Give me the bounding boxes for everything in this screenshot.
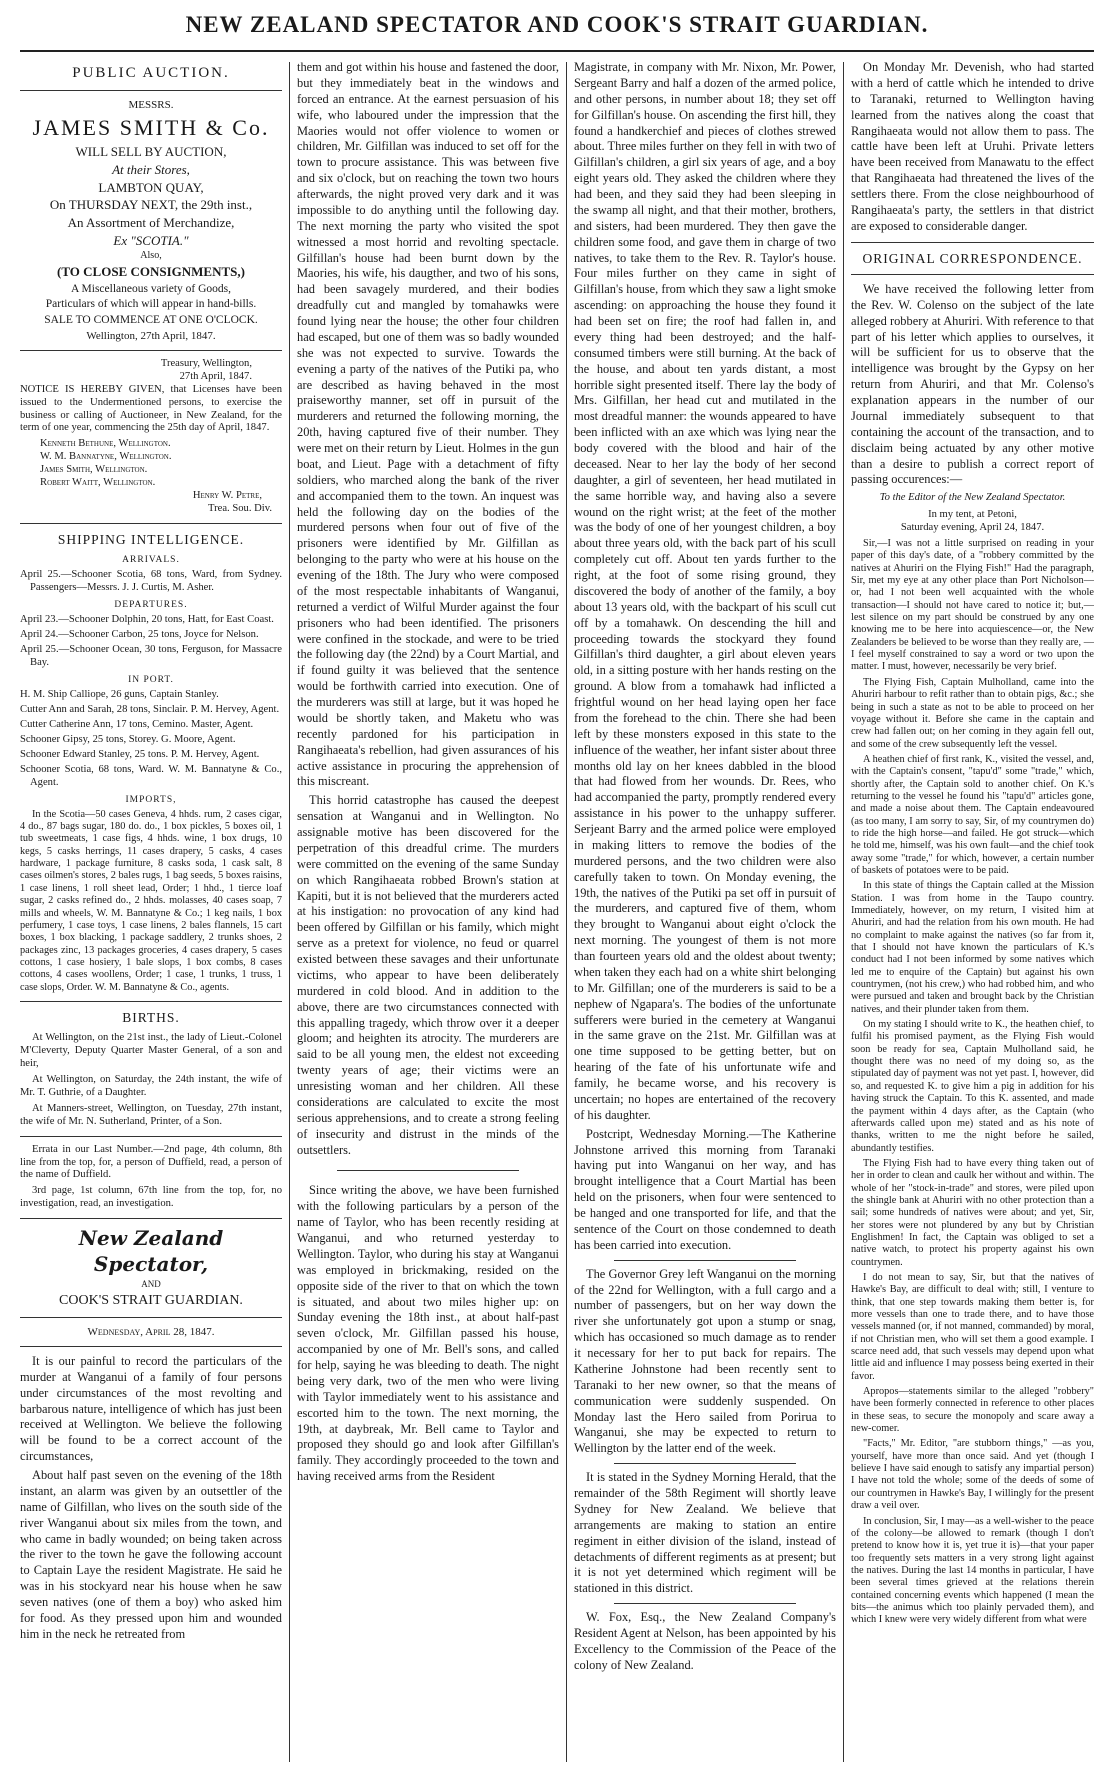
errata-notice: 3rd page, 1st column, 67th line from the top, for, no investigation, read, an investigation.: [20, 1185, 282, 1210]
licensee: Kenneth Bethune, Wellington.: [40, 438, 171, 450]
column-4: [851, 60, 1094, 1760]
licensee: W. M. Bannatyne, Wellington.: [40, 451, 172, 463]
auction-heading: PUBLIC AUCTION.: [72, 65, 230, 81]
news-paragraph: On Monday Mr. Devenish, who had started with a herd of cattle which he intended to drive to Taranaki, returned to Wellington having learned from the natives along the coast that Rangihaeata would not allow them to pass. The cattle have been left at Uruhi. Private letters have been received from Manawatu to the effect that Rangihaeata had threatened the lives of the settlers there. From the close neighbourhood of Rangihaeata's party, the settlers in that district are exposed to considerable danger.: [851, 60, 1094, 233]
auction-line: An Assortment of Merchandize,: [67, 214, 235, 230]
divider: [337, 1170, 519, 1171]
birth-notice: At Wellington, on Saturday, the 24th instant, the wife of Mr. T. Guthrie, of a Daughter.: [20, 1073, 282, 1098]
divider: [20, 1346, 282, 1347]
column-1: [20, 60, 282, 1760]
column-rule: [843, 62, 844, 1762]
departure-entry: April 23.—Schooner Dolphin, 20 tons, Hatt, for East Coast.: [20, 614, 274, 626]
auction-line: On THURSDAY NEXT, the 29th inst.,: [49, 197, 253, 213]
letter-paragraph: The Flying Fish had to have every thing taken out of her in order to clean and caulk her without and within. The whole of her "stock-in-trade" and stores, were piled upon the shingle bank at Ahuriri with no other protection than a sail; some hundreds of natives were about; and yet, Sir, her stores were not plundered by any but by Christian Englishmen! In fact, the Captain was obliged to set a native watch, to protect his property against his own countrymen.: [851, 1157, 1094, 1268]
article-paragraph: Since writing the above, we have been furnished with the following particulars by a person of the name of Taylor, who has been recently residing at Wanganui, and who returned yesterday to Wellington. Taylor, who during his stay at Wanganui was employed in brickmaking, resided on the opposite side of the river to that on which the town is situated, and about two miles higher up: on Sunday evening the 18th inst., at about half-past seven o'clock, Mr. Gilfillan passed his house, accompanied by one of Mr. Bell's sons, and called for help, saying he was bleeding to death. The night being very dark, two of the men who were living with Taylor immediately went to his assistance and escorted him to the town. The next morning, the 19th, at daybreak, Mr. Bell came to Taylor and proposed they should go and look after Gilfillan's family. They accordingly proceeded to the town and having received arms from the Resident: [297, 1183, 559, 1484]
letter-paragraph: In this state of things the Captain called at the Mission Station. I was from home in the Taupo country. Immediately, however, on my return, I visited him at Ahuriri, and had the relation from his own mouth. He had no complaint to make against the natives (so far from it, that I should not have known the particulars of K.'s conduct had I not been informed by some natives which led me to enquire of the Captain) but against his own countrymen, (not his crew,) who had robbed him, and who were pursued and taken and brought back by the Christian natives, and their plunder taken from them.: [851, 880, 1094, 1015]
departure-entry: April 24.—Schooner Carbon, 25 tons, Joyce for Nelson.: [20, 629, 259, 641]
article-paragraph: them and got within his house and fastened the door, but they immediately beat in the windows and forced an entrance. At the earnest persuasion of his wife, who laboured under the impression that the Maories would not offer violence to women or children, Mr. Gilfillan was induced to set off for the town to procure assistance. This was between five and six o'clock, but on reaching the town two hours afterwards, the night proved very dark and it was impossible to do anything until the following day. The next morning the party who visited the spot witnessed a most horrid and revolting spectacle. Gilfillan's house had been burnt down by the Maories, his wife, his daugther, and two of his sons, had been savagely murdered, and their bodies dreadfully cut and mangled by tomahawks were found lying near the house; the other four children had escaped, but one of them was so badly wounded she was not expected to survive. Towards the evening a party of the natives of the Putiki pa, who are described as having behaved in the most praiseworthy manner, set off in pursuit of the murderers and returned the following morning, the 20th, having captured five of their number. They were met on their return by Lieut. Holmes in the gun boat, and Lieut. Page with a detachment of fifty soldiers, who marched along the bank of the river and accompanied them to the town. An inquest was held the following day on the bodies of the murdered persons when four out of five of the prisoners were identified by Mr. Gilfillan as belonging to the party who were at his house on the evening of the 18th. The Jury who were composed of the most respectable inhabitants of Wanganui, returned a verdict of Wilful Murder against the four prisoners who had been identified. The prisoners were confined in the stockade, and were to be tried the following day (the 22nd) by a Court Martial, and if found guilty it was believed that the sentence would be forthwith carried into execution. One of the murderers was still at large, but it was hoped he would be shortly taken, and Maketu who was recently pardoned for his participation in Rangihaeata's rebellion, had given assurances of his active assistance in procuring the apprehension of this miscreant.: [297, 60, 559, 789]
treasury-signature: Trea. Sou. Div.: [208, 502, 272, 514]
letter-paragraph: "Facts," Mr. Editor, "are stubborn things," —as you, yourself, have more than once said. And yet (though I believe I have said enough to satisfy any impartial person) I have not told the whole; some of the deeds of some of our countrymen in Hawke's Bay, I willingly for the present draw a veil over.: [851, 1438, 1094, 1512]
licensee: Robert Waitt, Wellington.: [40, 477, 156, 489]
news-paragraph: The Governor Grey left Wanganui on the morning of the 22nd for Wellington, with a full cargo and a number of passengers, but on her way down the river she unfortunately got upon a stump or snag, which has occasioned so much damage as to render it necessary for her to put back for repairs. The Katherine Johnstone had been recently sent to Taranaki to her new owner, so that the means of communication were suddenly suspended. On Monday last the Hero sailed from Porirua to Wanganui, she may be expected to return to Wellington by the latter end of the week.: [574, 1266, 836, 1456]
divider: [20, 1136, 282, 1137]
masthead-title: NEW ZEALAND SPECTATOR AND COOK'S STRAIT GUARDIAN.: [185, 12, 929, 37]
postscript-paragraph: Postcript, Wednesday Morning.—The Katherine Johnstone arrived this morning from Taranaki having put into Wanganui on her way, and has brought intelligence that a Court Martial has been held on the prisoners, when four were sentenced to be hanged and one transported for life, and that the sentence of the Court on those condemned to death has been carried into execution.: [574, 1126, 836, 1252]
auction-line: SALE TO COMMENCE AT ONE O'CLOCK.: [44, 314, 258, 327]
auction-line: Ex "SCOTIA.": [113, 232, 189, 248]
letter-paragraph: I do not mean to say, Sir, but that the natives of Hawke's Bay, are difficult to deal with; still, I venture to think, that one step towards making them better is, for more vessels than one to trade there, and to have those vessels manned (or, if not manned, commanded) by moral, if not Christian men, who will set them a good example. I scarce need add, that such vessels may depend upon what little aid and influence I may possess being exerted in their favor.: [851, 1271, 1094, 1382]
divider: [20, 350, 282, 351]
divider: [20, 523, 282, 524]
auction-line: Also,: [140, 250, 162, 262]
article-paragraph: This horrid catastrophe has caused the deepest sensation at Wanganui and in Wellington. No assignable motive has been discovered for the perpetration of this dreadful crime. The murders were committed on the evening of the same Sunday on which Rangihaeata robbed Brown's station at Kapiti, but it is not believed that the murderers acted at his instigation: no provocation of any kind had been offered by Gilfillan or his family, which might serve as a pretext for violence, no feud or quarrel existed between these savages and their unfortunate victims, who appear to have been deliberately murdered in cold blood. And in addition to the above, there are two circumstances connected with this appalling tragedy, which throw over it a deeper gloom; and heighten its atrocity. The murderers are said to be all young men, the eldest not exceeding twenty years of age; their victims were an unresisting woman and her children. All these considerations are calculated to excite the most serious apprehensions, and to create a strong feeling of insecurity and distrust in the minds of the outsettlers.: [297, 793, 559, 1157]
auction-line: At their Stores,: [112, 162, 190, 178]
auction-line: LAMBTON QUAY,: [98, 179, 204, 195]
letter-date: Saturday evening, April 24, 1847.: [900, 522, 1045, 534]
news-paragraph: W. Fox, Esq., the New Zealand Company's Resident Agent at Nelson, has been appointed by his Excellency to the Commission of the Peace of the colony of New Zealand.: [574, 1610, 836, 1672]
divider: [851, 242, 1094, 243]
correspondence-heading: ORIGINAL CORRESPONDENCE.: [862, 250, 1083, 266]
letter-paragraph: In conclusion, Sir, I may—as a well-wisher to the peace of the colony—be allowed to remark (though I don't pretend to know how it is, yet true it is)—that your paper too frequently sets matters in a very strong light against the natives. During the last 14 months in particular, I have been several times grieved at the relations therein contained concerning events which happened (I mean the bits—the animus which too plainly pervaded them), and which I knew were very widely different from what were: [851, 1515, 1094, 1626]
letter-paragraph: The Flying Fish, Captain Mulholland, came into the Ahuriri harbour to refit rather than to obtain pigs, &c.; she being in such a state as not to be able to proceed on her voyage without it. Before she came in the captain and crew had fallen out; on her coming in they again fell out, and some of the crew subsequently left the vessel.: [851, 676, 1094, 750]
letter-place: In my tent, at Petoni,: [928, 509, 1017, 521]
divider: [614, 1260, 796, 1261]
letter-paragraph: Apropos—statements similar to the alleged "robbery" have been formerly connected in reference to other places in these seas, to secure the monopoly and scare away a new-comer.: [851, 1386, 1094, 1435]
column-3: [574, 60, 836, 1760]
column-rule: [566, 62, 567, 1762]
inport-subheading: IN PORT.: [128, 675, 174, 685]
paper-date: Wednesday, April 28, 1847.: [87, 1325, 215, 1338]
paper-guardian: COOK'S STRAIT GUARDIAN.: [59, 1292, 243, 1308]
leader-paragraph: About half past seven on the evening of the 18th instant, an alarm was given by an outsettler of the name of Gilfillan, who lives on the south side of the river Wanganui about six miles from the town, and who came in badly wounded; on being taken across the river to the town he gave the following account to Captain Laye the resident Magistrate. He said he was in his stockyard near his house when he saw seven natives (one of them a boy) who asked him for food. As they pressed upon him and wounded him in the neck he retreated from: [20, 1468, 282, 1641]
arrival-entry: April 25.—Schooner Scotia, 68 tons, Ward, from Sydney. Passengers—Messrs. J. J. Curtis, M. Asher.: [20, 569, 282, 594]
letter-addressee: To the Editor of the New Zealand Spectator.: [879, 492, 1066, 504]
editor-note: We have received the following letter from the Rev. W. Colenso on the subject of the late alleged robbery at Ahuriri. With reference to that part of his letter which applies to ourselves, it will be sufficient for us to observe that the intelligence was brought by the Gypsy on her return from Ahuriri, and that Mr. Colenso's explanation appears in the number of our Journal immediately subsequent to that containing the account of the transaction, and to disclaim being actuated by any other motive than a desire to publish a correct report of passing occurences:—: [851, 281, 1094, 487]
divider: [20, 1218, 282, 1219]
divider: [614, 1463, 796, 1464]
letter-paragraph: On my stating I should write to K., the heathen chief, to fulfil his promised payment, as the Flying Fish would soon be ready for sea, Captain Mulholland said, he thought there was no need of my doing so, as the stipulated day of payment was not yet past. I, however, did so, and requested K. to give him a pig in addition for his having struck the Captain. To this K. assented, and made the payment within 4 days after, as the Captain (who afterwards called upon me) stated and as his note of thanks, written to me the night before he sailed, abundantly testifies.: [851, 1019, 1094, 1154]
divider: [20, 1317, 282, 1318]
birth-notice: At Manners-street, Wellington, on Tuesday, 27th instant, the wife of Mr. N. Sutherland, Printer, of a Son.: [20, 1102, 282, 1127]
licensee: James Smith, Wellington.: [40, 464, 148, 476]
auction-date: Wellington, 27th April, 1847.: [86, 329, 216, 342]
departure-entry: April 25.—Schooner Ocean, 30 tons, Ferguson, for Massacre Bay.: [20, 644, 282, 669]
divider: [20, 1001, 282, 1002]
imports-subheading: IMPORTS,: [125, 794, 177, 805]
column-rule: [289, 62, 290, 1762]
treasury-notice: NOTICE IS HEREBY GIVEN, that Licenses have been issued to the Undermentioned persons, to exercise the business or calling of Auctioneer, in New Zealand, for the term of one year, commencing the 25th day of April, 1847.: [20, 383, 282, 434]
auction-firm: JAMES SMITH & Co.: [32, 115, 270, 141]
errata-notice: Errata in our Last Number.—2nd page, 4th column, 8th line from the top, for, a person of Duffield, read, a person of the name of Duffield.: [20, 1143, 282, 1181]
auction-line: A Miscellaneous variety of Goods,: [70, 282, 231, 295]
inport-entry: Schooner Gipsy, 25 tons, Storey. G. Moore, Agent.: [20, 733, 236, 745]
treasury-line: Treasury, Wellington,: [160, 357, 252, 369]
letter-paragraph: Sir,—I was not a little surprised on reading in your paper of this day's date, of a "robbery committed by the natives at Ahuriri on the Flying Fish!" Had the paragraph, Sir, met my eye at any other place than Port Nicholson—or, had I not been well acquainted with the whole transaction—I should not have cared to notice it; but,—lest silence on my part should be construed by any one knowing me to be here into acquiescence—or, the New Zealanders be believed to be worse than they really are, —I feel myself constrained to say a word or two upon the matter. I must, however, necessarily be very brief.: [851, 538, 1094, 673]
imports-list: In the Scotia—50 cases Geneva, 4 hhds. rum, 2 cases cigar, 4 do., 87 bags sugar, 180 do. do., 1 box pickles, 5 boxes oil, 1 tub sweetmeats, 1 case figs, 4 hhds. wine, 1 box drugs, 10 kegs, 5 casks herrings, 11 cases drapery, 5 casks, 4 cases hardware, 1 package furniture, 8 casks soda, 1 cask salt, 8 cases oilmen's stores, 2 bales rugs, 1 bag seeds, 5 boxes raisins, 1 case linens, 1 roll sheet lead, Order; 1 hhd., 1 tierce loaf sugar, 2 casks refined do., 2 hhds. molasses, 40 cases soap, 7 mills and wheels, W. M. Bannatyne & Co.; 1 keg nails, 1 box perfumery, 1 case toys, 1 case linens, 2 bales flannels, 15 cart boxes, 1 box blacking, 1 package saddlery, 2 trunks shoes, 2 packages zinc, 13 packages groceries, 4 cases drapery, 5 cases cottons, 1 case hosiery, 1 bale slops, 1 box combs, 8 cases cottons, 4 cases woollens, Order; 1 case, 1 trunks, 1 truss, 1 case slops, Order. W. M. Bannatyne & Co., agents.: [20, 808, 282, 993]
auction-messrs: MESSRS.: [128, 99, 174, 112]
arrivals-subheading: ARRIVALS.: [122, 555, 180, 566]
divider: [851, 274, 1094, 275]
paper-and: AND: [141, 1279, 161, 1290]
paper-name: New Zealand Spectator,: [78, 1226, 224, 1276]
article-paragraph: Magistrate, in company with Mr. Nixon, Mr. Power, Sergeant Barry and half a dozen of the armed police, and other persons, in number about 18; they set off for Gilfillan's house. On ascending the first hill, they found a handkerchief and pieces of clothes strewed about. Three miles further on they fell in with two of Gilfillan's children, a girl six years of age, and a boy eight years old. They asked the children where they had been, and they said they had been sleeping in the swamp all night, and that their mother, brothers, and sisters, had been murdered. They then gave the children some food, and gave them in charge of two natives, to take them to the Rev. R. Taylor's house. Four miles further on they came in sight of Gilfillan's house, from which they saw a light smoke ascending: on approaching the house they found it had been set on fire; the roof had fallen in, and every thing had been destroyed; and the half-consumed timbers were still burning. At the back of the house, and about ten yards distant, a most horrible sight presented itself. There lay the body of Mrs. Gilfillan, her head cut and mutilated in the most dreadful manner: the wounds appeared to have been inflicted with an axe which was lying near the body covered with the blood and hair of the deceased. Near to her lay the body of her second daughter, a girl of seventeen, her head mutilated in the same horrible way, and having also a severe wound on the right wrist; at the feet of the mother was the body of one of her youngest children, a boy about three years old, with the back part of his scull completely cut off. About ten yards further to the right, at the foot of some rising ground, they discovered the body of another of the family, a boy about 13 years old, with the backpart of his scull cut off by a tomahawk. On descending the hill and proceeding towards the stockyard they found Gilfillan's third daughter, a girl about eleven years old, in a sitting posture with her hands resting on the ground. A blow from a tomahawk had inflicted a frightful wound on her head laying open her face from the forehead to the chin. There she had been left by these monsters exposed in this state to the influence of the weather, her infant sister about three months old lay on her knees dabbled in the blood that had flowed from her wounds. Dr. Rees, who had accompanied the party, promptly rendered every assistance in his power to the unhappy sufferer. Serjeant Barry and the armed police were employed in making litters to remove the bodies of the murdered persons, and the two children were also carefully taken to town. On Monday evening, the 19th, the natives of the Putiki pa set off in pursuit of the murderers, and captured five of them, whom they brought to Wanganui about eight o'clock the next morning. The youngest of them is not more than fourteen years old and the oldest about twenty; when taken they each had on a white shirt belonging to Mr. Gilfillan; one of the murderers is said to be a nephew of Ngapara's. The bodies of the unfortunate sufferers were buried in the cemetery at Wanganui in the same grave on the 21st. Mr. Gilfillan was at one time supposed to be getting better, but on hearing of the fate of his unfortunate wife and family, he became worse, and his recovery is uncertain; no hopes are entertained of the recovery of his daughter.: [574, 60, 836, 1122]
auction-line: WILL SELL BY AUCTION,: [75, 144, 227, 160]
masthead: [20, 0, 1094, 52]
inport-entry: Cutter Ann and Sarah, 28 tons, Sinclair. P. M. Hervey, Agent.: [20, 704, 280, 716]
auction-line: Particulars of which will appear in hand-bills.: [45, 298, 257, 311]
inport-entry: Cutter Catherine Ann, 17 tons, Cemino. Master, Agent.: [20, 719, 254, 730]
birth-notice: At Wellington, on the 21st inst., the lady of Lieut.-Colonel M'Cleverty, Deputy Quarter Master General, of a son and heir,: [20, 1032, 282, 1070]
departures-subheading: DEPARTURES.: [114, 600, 188, 611]
inport-entry: Schooner Scotia, 68 tons, Ward. W. M. Bannatyne & Co., Agent.: [20, 763, 282, 788]
shipping-heading: SHIPPING INTELLIGENCE.: [57, 531, 245, 547]
treasury-signature: Henry W. Petre,: [192, 490, 262, 502]
divider: [614, 1603, 796, 1604]
inport-entry: Schooner Edward Stanley, 25 tons. P. M. Hervey, Agent.: [20, 748, 260, 760]
leader-paragraph: It is our painful to record the particulars of the murder at Wanganui of a family of four persons under circumstances of the most revolting and barbarous nature, intelligence of which has just been received at Wellington. We believe the following will be found to be a correct account of the circumstances,: [20, 1353, 282, 1464]
births-heading: BIRTHS.: [122, 1009, 180, 1025]
column-2: [297, 60, 559, 1760]
auction-line: (TO CLOSE CONSIGNMENTS,): [57, 263, 245, 279]
news-paragraph: It is stated in the Sydney Morning Herald, that the remainder of the 58th Regiment will shortly leave Sydney for New Zealand. We believe that arrangements are making to station an entire regiment in either division of the island, instead of detachments of different regiments as at present; but it is not yet determined which regiment will be stationed in this district.: [574, 1470, 836, 1596]
inport-entry: H. M. Ship Calliope, 26 guns, Captain Stanley.: [20, 689, 219, 701]
divider: [20, 90, 282, 91]
letter-paragraph: A heathen chief of first rank, K., visited the vessel, and, with the Captain's consent, "tapu'd" some "trade," which, shortly after, the Captain sold to another chief. On K.'s returning to the vessel he found his "tapu'd" articles gone, and made a noise about them. The Captain endeavoured (as too many, I am sorry to say, Sir, of my countrymen do) to ride the high horse—and failed. He got struck—which he told me, himself, was his own fault—and the chief took away some "trade," for which, however, a certain number of baskets of potatoes were to be paid.: [851, 753, 1094, 876]
treasury-line: 27th April, 1847.: [179, 370, 252, 382]
